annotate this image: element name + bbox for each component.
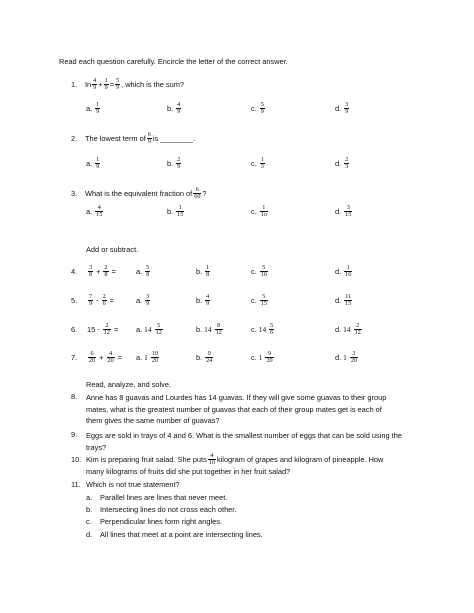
fraction: $\frac{5}{9}$ xyxy=(116,77,120,92)
option-b[interactable]: b. 14 $\frac{8}{12}$ xyxy=(196,322,222,337)
option-d[interactable]: d. $\frac{11}{15}$ xyxy=(335,293,352,308)
section-heading-add-subtract: Add or subtract. xyxy=(86,245,139,254)
question-number: 2. xyxy=(71,134,78,144)
question-2: 2. The lowest term of $\frac{6}{9}$ is ________. xyxy=(71,131,196,146)
option-c[interactable]: c. 1 $\frac{9}{20}$ xyxy=(251,350,273,365)
option-a[interactable]: a. Parallel lines are lines that never meet. xyxy=(86,493,228,502)
option-a[interactable]: a. 14 $\frac{5}{12}$ xyxy=(136,322,162,337)
option-b[interactable]: b. Intersecting lines do not cross each other. xyxy=(86,505,237,515)
option-a[interactable]: a. $\frac{4}{15}$ xyxy=(86,204,103,219)
option-c[interactable]: c. $\frac{5}{15}$ xyxy=(251,293,267,308)
option-b[interactable]: b. $\frac{9}{24}$ xyxy=(196,350,213,365)
option-c[interactable]: c. $\frac{1}{3}$ xyxy=(251,156,264,171)
fraction: $\frac{4}{9}$ xyxy=(93,77,97,92)
option-c[interactable]: c. $\frac{5}{16}$ xyxy=(251,264,267,279)
option-d[interactable]: d. $\frac{3}{9}$ xyxy=(335,101,349,116)
option-b[interactable]: b. $\frac{4}{9}$ xyxy=(167,101,181,116)
section-heading-read-analyze: Read, analyze, and solve. xyxy=(86,380,172,389)
question-number: 1. xyxy=(71,80,78,90)
option-b[interactable]: b. $\frac{1}{8}$ xyxy=(196,264,210,279)
option-a[interactable]: a. $\frac{1}{9}$ xyxy=(86,156,100,171)
question-number: 3. xyxy=(71,189,78,199)
option-a[interactable]: a. $\frac{3}{9}$ xyxy=(136,293,150,308)
option-b[interactable]: b. $\frac{2}{9}$ xyxy=(167,156,181,171)
option-d[interactable]: d. All lines that meet at a point are intersecting lines. xyxy=(86,529,263,539)
option-d[interactable]: d. $\frac{3}{15}$ xyxy=(335,204,352,219)
question-11-options xyxy=(86,492,263,541)
option-b[interactable]: b. $\frac{1}{15}$ xyxy=(167,204,184,219)
question-3: 3. What is the equivalent fraction of $\frac{6}{60}$ ? xyxy=(71,186,207,201)
option-a[interactable]: a. $\frac{5}{8}$ xyxy=(136,264,150,279)
option-d[interactable]: d. 1 $\frac{3}{20}$ xyxy=(335,350,358,365)
fraction: $\frac{1}{9}$ xyxy=(104,77,108,92)
option-c[interactable]: c. Perpendicular lines form right angles. xyxy=(86,517,223,527)
instructions: Read each question carefully. Encircle the letter of the correct answer. xyxy=(59,57,288,66)
option-d[interactable]: d. $\frac{1}{16}$ xyxy=(335,264,352,279)
option-b[interactable]: b. $\frac{4}{9}$ xyxy=(196,293,210,308)
option-c[interactable]: c. $\frac{5}{9}$ xyxy=(251,101,264,116)
option-d[interactable]: d. 14 $\frac{2}{12}$ xyxy=(335,322,361,337)
option-a[interactable]: a. 1 $\frac{10}{20}$ xyxy=(136,350,159,365)
option-d[interactable]: d. $\frac{2}{3}$ xyxy=(335,156,349,171)
question-10: 10. Kim is preparing fruit salad. She puts $\frac{4}{10}$ kilogram of grapes and kilogram of pineapple. How many kilograms of fruits did she put together in her fruit salad? xyxy=(71,452,384,476)
option-a[interactable]: a. $\frac{1}{9}$ xyxy=(86,101,100,116)
option-c[interactable]: c. $\frac{1}{1o}$ xyxy=(251,204,267,219)
option-c[interactable]: c. 14 $\frac{5}{6}$ xyxy=(251,322,274,337)
question-11: 11. Which is not true statement? xyxy=(71,480,180,489)
question-1: 1. In $\frac{4}{9}$ + $\frac{1}{9}$ = $\frac{5}{9}$ , which is the sum? xyxy=(71,77,184,92)
